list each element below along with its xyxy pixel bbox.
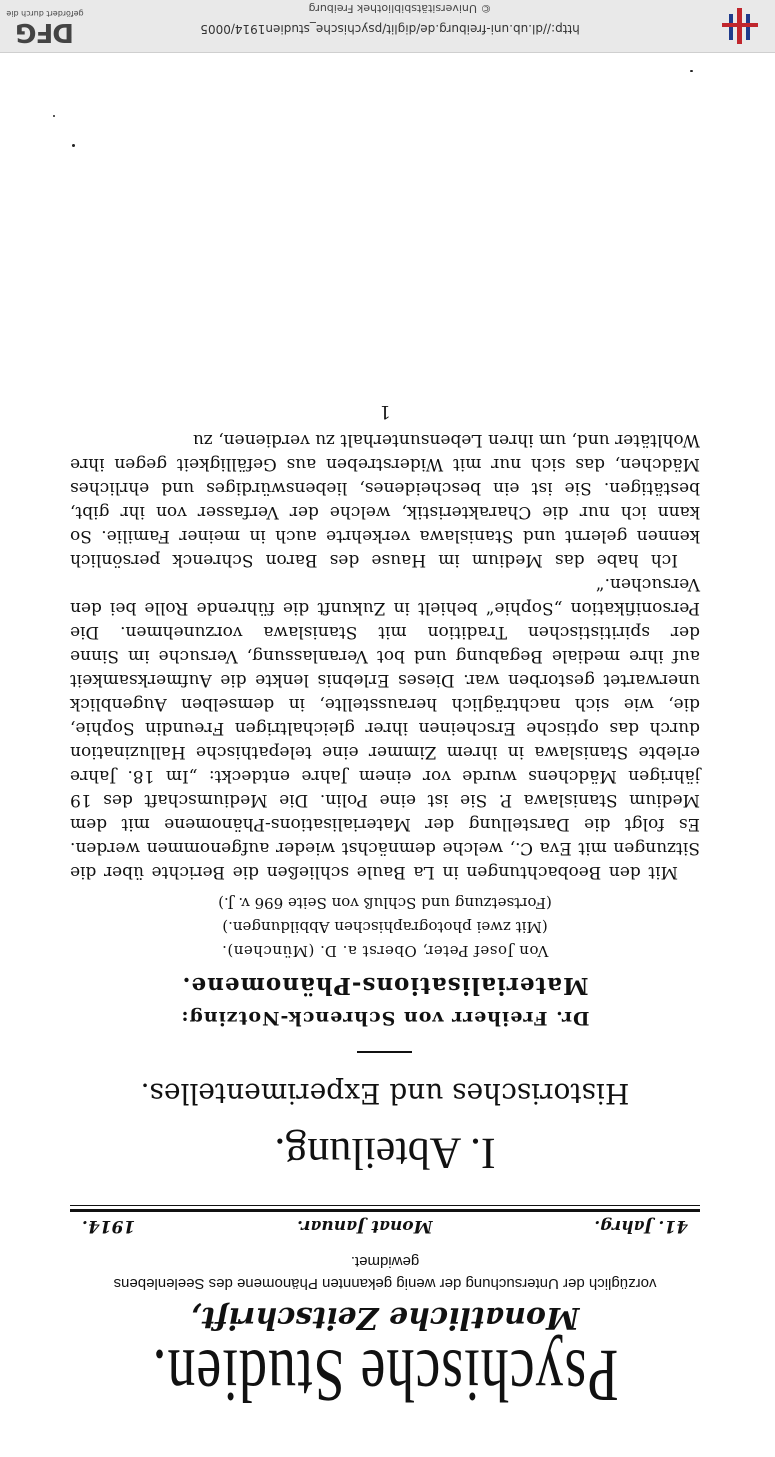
section-title: I. Abteilung. (274, 1129, 496, 1178)
scan-speck (53, 115, 55, 117)
dfg-logo-caption: gefördert durch die (6, 9, 84, 18)
article-title: Materialisations-Phänomene. (181, 972, 589, 999)
journal-subtitle: Monatliche Zeitschrift, (190, 1300, 580, 1335)
section-subtitle: Historisches und Experimentelles. (140, 1077, 630, 1110)
paragraph: Mit den Beobachtungen in La Baule schließen die Berichte über die Sitzungen mit Eva C., welche demnächst wieder aufgenommen werden. Es folgt die Darstellung der Materialisations-Phänomene mit dem Medium Stanislawa P. Sie ist eine Polin. Die Mediumschaft des 19 jährigen Mädchens wurde vor einem Jahre entdeckt: „Im 18. Jahre erlebte Stanislawa in ihrem Zimmer eine telepathische Halluzination durch das optische Erscheinen ihrer gleichaltrigen Freundin Sophie, die, wie sich nachträglich herausstellte, in demselben Augenblick unerwartet gestorben war. Dieses Erlebnis lenkte die Aufmerksamkeit auf ihre mediale Begabung und bot Veranlassung, Versuche im Sinne der spiritistischen Tradition mit Stanislawa vorzunehmen. Die Personifikation „Sophie“ behielt in Zukunft die führende Rolle bei den Versuchen.“ (70, 574, 700, 882)
header-divider (70, 1205, 700, 1212)
article-byline: Von Josef Peter, Oberst a. D. (München). (221, 942, 549, 960)
page-number: 1 (379, 401, 391, 422)
viewer-header (0, 0, 775, 53)
article-body (70, 428, 700, 884)
scan-speck (690, 70, 693, 72)
section-divider (358, 1051, 413, 1053)
copyright-notice: © Universitätsbibliothek Freiburg (308, 2, 492, 15)
year-label: 1914. (82, 1216, 136, 1236)
page-content-rotated (0, 52, 775, 1457)
dfg-logo-mark: DFG (16, 17, 74, 47)
page-url-link[interactable]: http://dl.ub.uni-freiburg.de/diglit/psychische_studien1914/0005 (200, 22, 580, 36)
paragraph: Ich habe das Medium im Hause des Baron Schrenck persönlich kennen gelernt und Stanislawa verkehrte auch in meiner Familie. So kann ich nur die Charakteristik, welche der Verfasser von ihr gibt, bestätigen. Sie ist ein bescheidenes, liebenswürdiges und ehrliches Mädchen, das sich nur mit Widerstreben aus Gefälligkeit gegen ihre Wohltäter und, um ihren Lebensunterhalt zu verdienen, zu (70, 430, 700, 570)
journal-tagline: vorzüglich der Untersuchung der wenig gekannten Phänomene des Seelenlebens gewidmet. (113, 1253, 657, 1292)
issue-meta (70, 1212, 700, 1236)
dfg-logo[interactable] (6, 6, 84, 46)
month-label: Monat Januar. (297, 1216, 433, 1236)
article-author: Dr. Freiherr von Schrenck-Notzing: (180, 1007, 590, 1029)
article-illustrations-note: (Mit zwei photographischen Abbildungen.) (222, 918, 548, 936)
scanned-page (0, 52, 775, 1457)
article-continuation-note: (Fortsetzung und Schluß von Seite 696 v. J.) (218, 894, 552, 912)
page-body (70, 401, 700, 1435)
volume-label: 41. Jahrg. (594, 1216, 688, 1236)
library-logo-icon[interactable] (720, 6, 760, 46)
journal-title: Psychische Studien. (151, 1333, 619, 1417)
scan-speck (72, 144, 75, 147)
